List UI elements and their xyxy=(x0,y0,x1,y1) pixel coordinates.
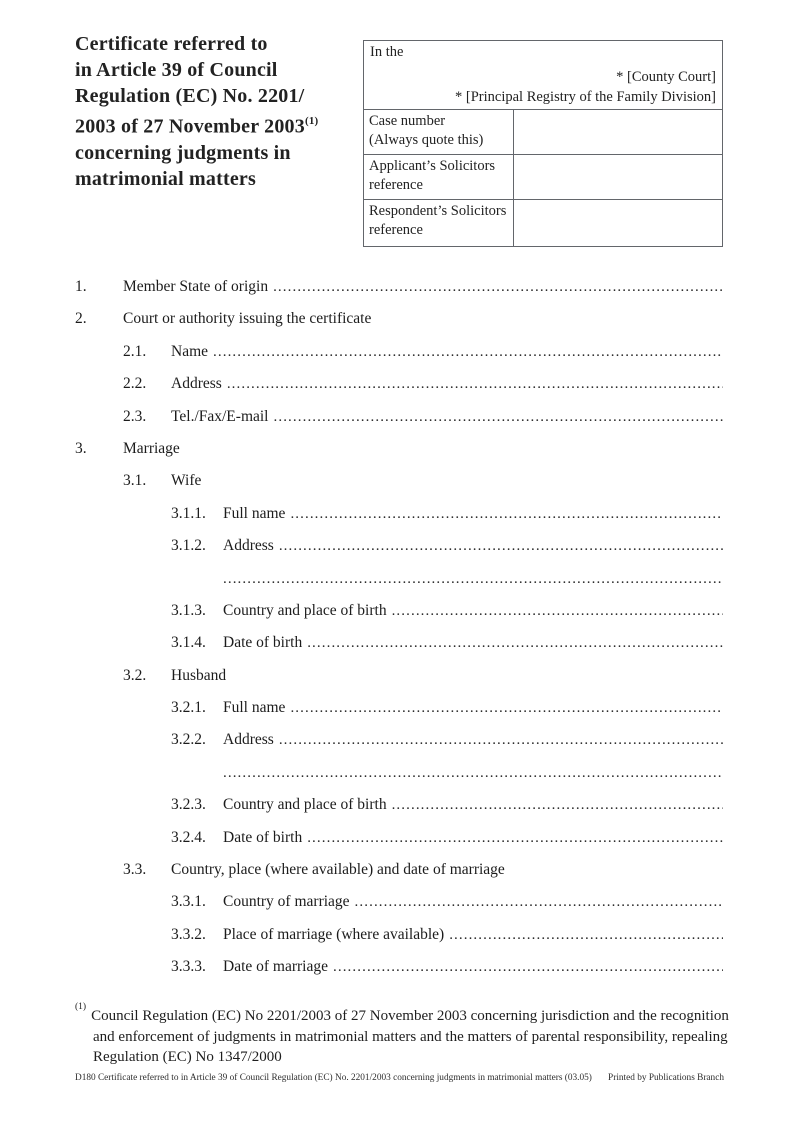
form-line xyxy=(75,893,723,913)
form-title-line: matrimonial matters xyxy=(75,167,256,190)
form-line xyxy=(75,699,723,719)
item-label: Date of marriage xyxy=(223,958,328,976)
item-number: 2.3. xyxy=(123,407,147,425)
dotted-leader xyxy=(273,278,723,296)
item-label: Name xyxy=(171,342,209,360)
footnote-text-line: and enforcement of judgments in matrimonial matters and the matters of parental responsibility, repealing xyxy=(93,1028,728,1045)
form-title-line: in Article 39 of Council xyxy=(75,59,278,81)
item-label: Husband xyxy=(171,666,227,684)
form-title xyxy=(75,31,375,192)
item-label: Country, place (where available) and date of marriage xyxy=(171,861,505,879)
item-number: 2.2. xyxy=(123,375,147,393)
item-number: 3.1.3. xyxy=(171,601,206,619)
form-line xyxy=(75,408,723,428)
dotted-leader xyxy=(227,375,723,393)
item-number: 3.1.1. xyxy=(171,504,206,522)
form-line xyxy=(75,472,723,492)
item-number: 1. xyxy=(75,278,87,295)
form-body xyxy=(75,278,723,991)
form-line xyxy=(75,958,723,978)
court-name-cell xyxy=(364,41,722,110)
court-details-table xyxy=(363,40,723,247)
item-number: 3. xyxy=(75,439,87,457)
footnote-text-line: Regulation (EC) No 1347/2000 xyxy=(93,1049,282,1066)
dotted-leader xyxy=(392,602,723,620)
item-label: Country and place of birth xyxy=(223,796,387,814)
form-line xyxy=(75,731,723,751)
item-number: 3.2.3. xyxy=(171,796,206,814)
item-number: 3.2.1. xyxy=(171,699,206,717)
form-line xyxy=(75,505,723,525)
applicant-reference-label: Applicant’s Solicitors reference xyxy=(364,155,514,199)
form-line xyxy=(75,375,723,395)
case-number-field xyxy=(514,110,722,154)
item-number: 3.3.2. xyxy=(171,925,206,943)
form-line xyxy=(75,829,723,849)
form-line xyxy=(75,796,723,816)
form-line xyxy=(75,926,723,946)
form-line xyxy=(75,440,723,460)
item-label: Marriage xyxy=(123,439,180,457)
item-label: Member State of origin xyxy=(123,278,269,295)
case-number-label: Case number (Always quote this) xyxy=(364,110,514,154)
form-line xyxy=(75,602,723,622)
form-title-line: Certificate referred to xyxy=(75,33,268,55)
dotted-continuation-line xyxy=(75,570,723,590)
item-label: Date of birth xyxy=(223,634,303,652)
dotted-leader xyxy=(449,926,723,944)
item-number: 2.1. xyxy=(123,342,147,360)
item-number: 3.2.2. xyxy=(171,731,206,749)
form-line xyxy=(75,343,723,363)
item-number: 3.3.1. xyxy=(171,893,206,911)
item-number: 3.1.2. xyxy=(171,537,206,555)
dotted-leader xyxy=(274,408,724,426)
item-label: Tel./Fax/E-mail xyxy=(171,407,269,425)
item-label: Place of marriage (where available) xyxy=(223,925,445,943)
item-label: Address xyxy=(223,537,274,555)
page-footer xyxy=(75,1073,724,1083)
court-option-principal-registry: * [Principal Registry of the Family Division] xyxy=(455,89,716,105)
dotted-leader xyxy=(213,343,723,361)
form-line xyxy=(75,667,723,687)
footnote-marker: (1) xyxy=(75,1002,87,1012)
item-label: Full name xyxy=(223,504,286,522)
dotted-leader xyxy=(290,505,723,523)
form-title-line: 2003 of 27 November 2003$^{(1)}$ xyxy=(75,115,319,138)
item-label: Court or authority issuing the certificate xyxy=(123,310,372,328)
item-label: Date of birth xyxy=(223,828,303,846)
form-line xyxy=(75,537,723,557)
form-title-line: concerning judgments in xyxy=(75,141,291,164)
footnote xyxy=(75,1002,731,1068)
footnote-text-line: Council Regulation (EC) No 2201/2003 of 27 November 2003 concerning jurisdiction and the recognition xyxy=(91,1008,729,1024)
item-label: Full name xyxy=(223,699,286,717)
form-title-line: Regulation (EC) No. 2201/ xyxy=(75,85,305,107)
item-number: 3.2. xyxy=(123,666,147,684)
dotted-leader xyxy=(279,731,723,749)
form-line xyxy=(75,278,723,298)
court-option-county-court: * [County Court] xyxy=(616,69,716,85)
dotted-leader xyxy=(290,699,723,717)
footer-printer: Printed by Publications Branch xyxy=(608,1073,724,1083)
item-label: Wife xyxy=(171,472,202,490)
item-number: 2. xyxy=(75,310,87,328)
respondent-reference-field xyxy=(514,200,722,246)
form-line xyxy=(75,634,723,654)
dotted-leader xyxy=(333,958,723,976)
court-options xyxy=(455,67,716,107)
dotted-leader xyxy=(223,764,723,782)
dotted-leader xyxy=(307,634,723,652)
item-number: 3.3.3. xyxy=(171,958,206,976)
dotted-leader xyxy=(223,570,723,588)
form-line xyxy=(75,861,723,881)
item-number: 3.3. xyxy=(123,861,147,879)
in-the-label: In the xyxy=(370,44,404,60)
footnote-reference-marker: (1) xyxy=(304,115,319,127)
applicant-reference-row xyxy=(364,155,722,200)
item-label: Country of marriage xyxy=(223,893,350,911)
form-line xyxy=(75,310,723,330)
item-number: 3.1.4. xyxy=(171,634,206,652)
applicant-reference-field xyxy=(514,155,722,199)
dotted-leader xyxy=(355,893,723,911)
respondent-reference-row xyxy=(364,200,722,246)
item-label: Address xyxy=(223,731,274,749)
dotted-leader xyxy=(279,537,723,555)
item-label: Address xyxy=(171,375,222,393)
item-label: Country and place of birth xyxy=(223,601,387,619)
case-number-row xyxy=(364,110,722,155)
item-number: 3.1. xyxy=(123,472,147,490)
dotted-continuation-line xyxy=(75,764,723,784)
dotted-leader xyxy=(307,829,723,847)
dotted-leader xyxy=(392,796,723,814)
footer-form-id: D180 Certificate referred to in Article 39 of Council Regulation (EC) No. 2201/2003 concerning judgments in matrimonial matters (03.05) xyxy=(75,1073,592,1083)
item-number: 3.2.4. xyxy=(171,828,206,846)
respondent-reference-label: Respondent’s Solicitors reference xyxy=(364,200,514,246)
